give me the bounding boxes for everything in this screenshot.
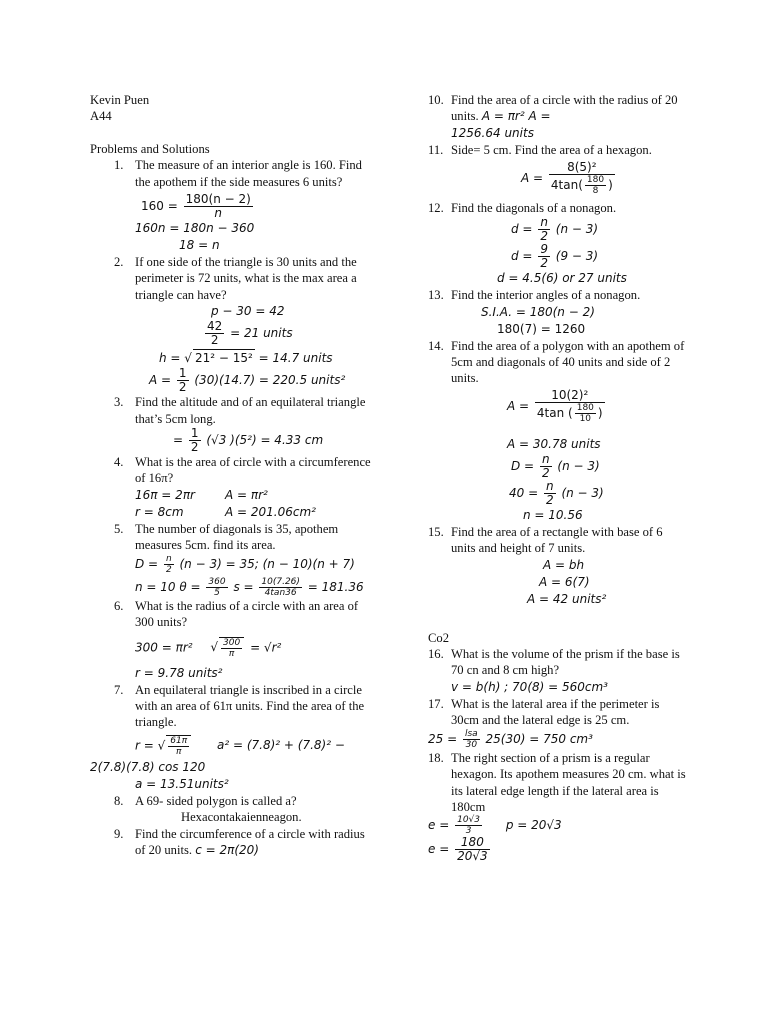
solution-line: r = 8cm A = 201.06cm² xyxy=(135,504,316,519)
solution-line: d = $\frac{n}{2}$ (n − 3) xyxy=(511,215,599,244)
problem-question: Find the circumference of a circle with radius of 20 units. c = 2π(20) xyxy=(135,826,365,857)
problem-number: 17. xyxy=(428,696,444,711)
problem-question: Find the altitude and of an equilateral triangle that’s 5cm long. xyxy=(135,395,366,426)
solution-line: n = 10.56 xyxy=(523,507,583,522)
problem-1 xyxy=(90,157,375,254)
solution-line: A = $\frac{1}{2}$ (30)(14.7) = 220.5 units² xyxy=(149,366,346,395)
problem-number: 1. xyxy=(114,158,124,173)
solution-line: 180(7) = 1260 xyxy=(497,321,586,336)
solution-line: 25 = $\frac{\text{lsa}}{30}$ 25(30) = 750 cm³ xyxy=(428,728,593,750)
problem-18 xyxy=(428,750,690,816)
solution-line: d = $\frac{9}{2}$ (9 − 3) xyxy=(511,242,599,271)
solution-line: Hexacontakaienneagon. xyxy=(181,810,302,825)
solution-line: 160n = 180n − 360 xyxy=(135,221,255,236)
solution-line: A = bh xyxy=(543,557,585,572)
solution-line: a = 13.51units² xyxy=(135,776,229,791)
problem-question: What is the volume of the prism if the base is 70 cn and 8 cm high? xyxy=(451,647,680,678)
problem-number: 11. xyxy=(428,143,444,158)
solution-line: r = √ $\frac{61\pi}{\pi}$ a² = (7.8)² + (7.8)² − xyxy=(135,735,345,757)
problem-number: 8. xyxy=(114,793,124,808)
problem-number: 7. xyxy=(114,682,124,697)
solution-line: v = b(h) ; 70(8) = 560cm³ xyxy=(451,679,608,694)
left-column xyxy=(90,92,375,859)
problem-10 xyxy=(428,92,690,142)
solution-line: e = $\frac{10√3}{3}$ p = 20√3 xyxy=(428,815,562,837)
right-column xyxy=(428,92,690,863)
solution-line: D = $\frac{n}{2}$ (n − 3) xyxy=(511,451,600,480)
problem-number: 3. xyxy=(114,395,124,410)
problem-number: 4. xyxy=(114,455,124,470)
co2-label: Co2 xyxy=(428,630,449,645)
solution-line: 2(7.8)(7.8) cos 120 xyxy=(90,759,206,774)
solution-line: 1256.64 units xyxy=(451,126,534,141)
problem-question: A 69- sided polygon is called a? xyxy=(135,793,297,808)
solution-line: p − 30 = 42 xyxy=(211,304,285,319)
heading: Problems and Solutions xyxy=(90,141,210,156)
problem-question: Side= 5 cm. Find the area of a hexagon. xyxy=(451,143,652,158)
problem-17 xyxy=(428,696,690,729)
solution-line: A = 8(5)² 4tan( $\frac{180}{8}$ ) xyxy=(521,159,613,196)
solution-line: r = 9.78 units² xyxy=(135,665,223,680)
problem-number: 2. xyxy=(114,255,124,270)
problem-number: 9. xyxy=(114,826,124,841)
solution-line: = $\frac{1}{2}$ (√3 )(5²) = 4.33 cm xyxy=(173,426,324,455)
problem-question: The number of diagonals is 35, apothem measures 5cm. find its area. xyxy=(135,521,339,553)
problem-question: What is the area of circle with a circumference of 16π? xyxy=(135,455,371,486)
problem-number: 18. xyxy=(428,750,444,765)
solution-line: d = 4.5(6) or 27 units xyxy=(497,271,627,286)
problem-question: What is the radius of a circle with an area of 300 units? xyxy=(135,598,359,630)
problem-7 xyxy=(90,682,375,757)
solution-line: A = 6(7) xyxy=(539,574,590,589)
solution-line: A = 30.78 units xyxy=(507,436,601,451)
problem-15 xyxy=(428,524,690,608)
problem-12 xyxy=(428,200,690,287)
problem-3 xyxy=(90,394,375,454)
problem-13 xyxy=(428,287,690,337)
problem-11 xyxy=(428,142,690,195)
problem-number: 14. xyxy=(428,338,444,353)
solution-line: 16π = 2πr A = πr² xyxy=(135,487,268,502)
problem-number: 6. xyxy=(114,598,124,613)
problem-question: Find the interior angles of a nonagon. xyxy=(451,288,641,303)
solution-line: 18 = n xyxy=(179,238,220,253)
problem-number: 10. xyxy=(428,93,444,107)
problem-6 xyxy=(90,598,375,682)
problem-number: 15. xyxy=(428,524,444,539)
problem-number: 13. xyxy=(428,288,444,303)
problem-9 xyxy=(90,826,375,859)
problem-question: What is the lateral area if the perimeter is 30cm and the lateral edge is 25 cm. xyxy=(451,696,660,728)
problem-2 xyxy=(90,254,375,394)
problem-question: An equilateral triangle is inscribed in a circle with an area of 61π units. Find the area of the triangle. xyxy=(135,682,365,730)
solution-line: e = $\frac{180}{20√3}$ xyxy=(428,835,488,864)
solution-line: h = √ 21² − 15² = 14.7 units xyxy=(159,351,333,366)
solution-line: S.I.A. = 180(n − 2) xyxy=(481,304,595,319)
problem-question: The measure of an interior angle is 160. Find the apothem if the side measures 6 units? xyxy=(135,158,362,189)
solution-inline: c = 2π(20) xyxy=(195,842,259,857)
problem-5 xyxy=(90,521,375,598)
problem-question: Find the diagonals of a nonagon. xyxy=(451,200,617,215)
solution-line: n = 10 θ = $\frac{360}{5}$ s = $\frac{10(7.26)}{4\tan 36}$ = 181.36 xyxy=(135,576,364,598)
solution-line: $\frac{42}{2}$ = 21 units xyxy=(207,319,293,348)
solution-line: A = 10(2)² 4tan ( $\frac{180}{10}$ ) xyxy=(507,387,603,424)
problem-question: If one side of the triangle is 30 units and the perimeter is 72 units, what is the max area a triangle can have? xyxy=(135,255,357,302)
solution-inline: A = πr² A = xyxy=(481,109,551,124)
solution-line: 160 = $\frac{180(n - 2)}{n}$ xyxy=(141,192,251,221)
section-code: A44 xyxy=(90,109,112,124)
problem-number: 16. xyxy=(428,647,444,662)
solution-line: 40 = $\frac{n}{2}$ (n − 3) xyxy=(509,478,604,507)
problem-14 xyxy=(428,338,690,524)
problem-question: Find the area of a rectangle with base of 6 units and height of 7 units. xyxy=(451,524,663,556)
problem-16 xyxy=(428,646,690,696)
problem-question: Find the area of a circle with the radius of 20 units. xyxy=(451,93,678,124)
solution-line: 300 = πr² √ $\frac{300}{\pi}$ = √r² xyxy=(135,637,282,659)
problem-4 xyxy=(90,454,375,521)
problem-number: 5. xyxy=(114,521,124,536)
problem-number: 12. xyxy=(428,200,444,215)
problem-8 xyxy=(90,793,375,826)
author-name: Kevin Puen xyxy=(90,93,150,107)
problem-question: The right section of a prism is a regular hexagon. Its apothem measures 20 cm. what is its lateral edge length if the lateral area is 180cm xyxy=(451,750,686,814)
solution-line: D = $\frac{n}{2}$ (n − 3) = 35; (n − 10)(n + 7) xyxy=(135,553,355,575)
solution-line: A = 42 units² xyxy=(527,591,607,606)
problem-question: Find the area of a polygon with an apothem of 5cm and diagonals of 40 units and side of 2 units. xyxy=(451,338,685,386)
